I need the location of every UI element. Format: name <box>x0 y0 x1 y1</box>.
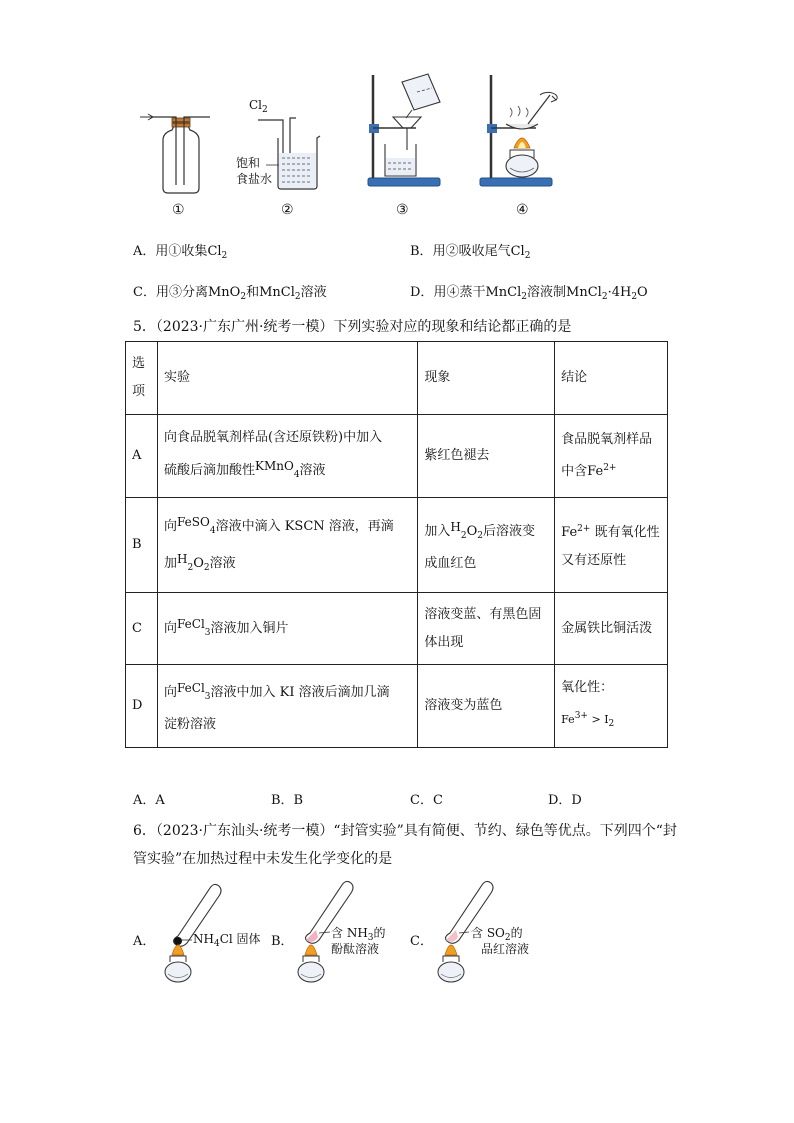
q6-option-b-label-2: 酚酞溶液 <box>331 942 380 956</box>
q4-option-b[interactable]: B．用②吸收尾气$Cl_2$ <box>410 244 531 261</box>
q6-option-a-label: $NH_4Cl$ 固体 <box>193 932 261 949</box>
row-conclusion: 金属铁比铜活泼 <box>555 593 668 665</box>
row-experiment: 向$^{FeCl}_3$溶液加入铜片 <box>157 593 417 665</box>
row-phenomenon: 溶液变为蓝色 <box>418 665 555 748</box>
fig3-number: ③ <box>396 202 409 218</box>
row-conclusion: $Fe^{2+}$ 既有氧化性 又有还原性 <box>555 498 668 593</box>
q5-answer-b[interactable]: B．B <box>271 793 304 808</box>
row-experiment: 向食品脱氧剂样品(含还原铁粉)中加入 硫酸后滴加酸性$^{KMnO}_4$溶液 <box>157 415 417 498</box>
fig2-gas-label: $Cl_2$ <box>249 98 268 115</box>
row-experiment: 向$^{FeCl}_3$溶液中加入 KI 溶液后滴加几滴 淀粉溶液 <box>157 665 417 748</box>
q5-answer-a[interactable]: A．A <box>133 793 165 808</box>
q5-answer-c[interactable]: C．C <box>410 793 443 808</box>
row-experiment: 向$^{FeSO}_4$溶液中滴入 KSCN 溶液，再滴 加$^H_2O_2$溶液 <box>157 498 417 593</box>
row-phenomenon: 紫红色褪去 <box>418 415 555 498</box>
q5-stem: 5．（2023·广东广州·统考一模）下列实验对应的现象和结论都正确的是 <box>133 319 572 335</box>
row-conclusion: 食品脱氧剂样品 中含$Fe^{2+}$ <box>555 415 668 498</box>
row-phenomenon: 加入$^H_2O_2$后溶液变 成血红色 <box>418 498 555 593</box>
q6-option-a[interactable]: A． <box>133 934 156 949</box>
q6-stem-line-1: 6．（2023·广东汕头·统考一模）“封管实验”具有简便、节约、绿色等优点。下列四个“封 <box>133 823 677 839</box>
q6-stem-line-2: 管实验”在加热过程中未发生化学变化的是 <box>133 851 393 867</box>
q4-option-a[interactable]: A．用①收集$Cl_2$ <box>133 244 228 261</box>
fig2-liquid-label-1: 饱和 <box>236 156 261 170</box>
fig2-liquid-label-2: 食盐水 <box>236 172 273 186</box>
row-option: C <box>126 593 158 665</box>
q4-option-c[interactable]: C．用③分离MnO$_2$和MnCl$_2$溶液 <box>133 285 327 302</box>
q6-option-c-label-1: 含 $SO_2$的 <box>471 926 523 943</box>
row-conclusion: 氧化性： $Fe^{3+} > I_2$ <box>555 665 668 748</box>
fig4-number: ④ <box>516 202 529 218</box>
q6-option-b-label-1: 含 $NH_3$的 <box>331 926 386 943</box>
fig1-number: ① <box>172 202 185 218</box>
header-conclusion: 结论 <box>555 342 668 415</box>
row-option: D <box>126 665 158 748</box>
q6-option-c-label-2: 品红溶液 <box>481 942 530 956</box>
row-phenomenon: 溶液变蓝、有黑色固 体出现 <box>418 593 555 665</box>
header-experiment: 实验 <box>157 342 417 415</box>
header-option: 选 项 <box>126 342 158 415</box>
fig2-number: ② <box>281 202 294 218</box>
q4-option-d[interactable]: D．用④蒸干MnCl$_2$溶液制$MnCl_2\cdot 4H_2O$ <box>410 285 648 302</box>
row-option: A <box>126 415 158 498</box>
q6-option-c[interactable]: C． <box>410 934 433 949</box>
header-phenomenon: 现象 <box>418 342 555 415</box>
row-option: B <box>126 498 158 593</box>
q5-answer-d[interactable]: D．D <box>548 793 582 808</box>
q6-option-b[interactable]: B． <box>271 934 294 949</box>
